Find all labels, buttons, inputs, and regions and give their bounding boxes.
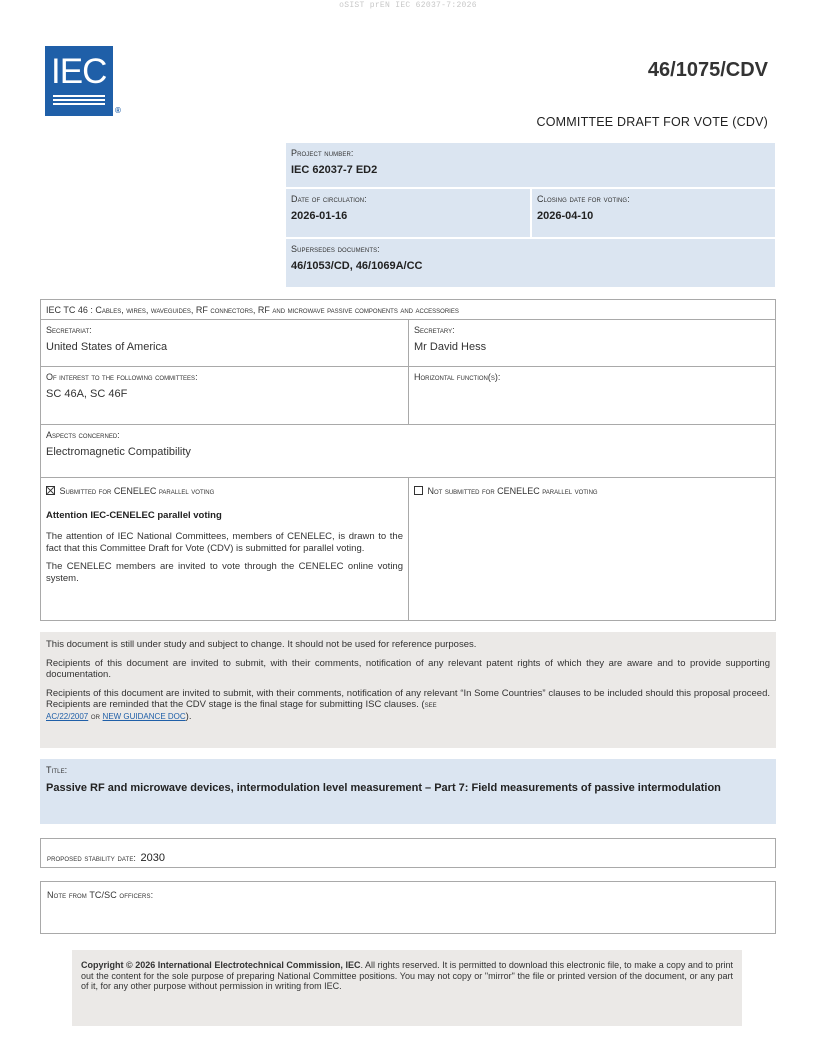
notice-paragraph-1: This document is still under study and subject to change. It should not be used for reference purposes. xyxy=(46,639,477,650)
aspects-value: Electromagnetic Compatibility xyxy=(46,446,191,458)
not-submitted-label: Not submitted for CENELEC parallel voting xyxy=(427,486,598,496)
notice-p3-end: ). xyxy=(185,710,192,722)
iec-logo xyxy=(45,46,113,116)
tc-row xyxy=(41,300,775,320)
copyright-body: . All rights reserved. It is permitted to download this electronic file, to make a copy and to print out the content for the sole purpose of preparing National Committee positions. You may not copy or "mirror" the file or printed version of the document, or any part of it, for any other purpose without permission in writing from IEC. xyxy=(81,960,733,991)
attention-paragraph-2: The CENELEC members are invited to vote through the CENELEC online voting system. xyxy=(46,561,403,584)
title-block xyxy=(40,759,776,824)
circulation-value: 2026-01-16 xyxy=(291,210,348,222)
tc-prefix: IEC TC 46 : xyxy=(46,305,96,315)
submitted-option[interactable] xyxy=(46,486,403,496)
logo-text: IEC xyxy=(51,52,107,91)
supersedes-label: Supersedes documents: xyxy=(291,244,380,254)
supersedes-cell xyxy=(286,239,775,287)
project-number-label: Project number: xyxy=(291,148,354,158)
interest-value: SC 46A, SC 46F xyxy=(46,388,128,400)
horizontal-cell xyxy=(409,367,775,425)
notice-paragraph-2: Recipients of this document are invited to submit, with their comments, notification of any relevant patent rights of which they are aware and to provide supporting documentation. xyxy=(46,657,770,680)
secretariat-value: United States of America xyxy=(46,341,168,353)
note-block xyxy=(40,881,776,934)
submitted-cell xyxy=(41,478,409,620)
interest-label: Of interest to the following committees: xyxy=(46,372,198,382)
title-label: Title: xyxy=(46,765,68,775)
project-number-value: IEC 62037-7 ED2 xyxy=(291,164,378,176)
note-label: Note from TC/SC officers: xyxy=(47,890,154,900)
notice-block xyxy=(40,632,776,748)
title-value: Passive RF and microwave devices, intermodulation level measurement – Part 7: Field measurements of passive intermodulation xyxy=(46,782,721,794)
aspects-cell xyxy=(41,425,775,478)
copyright-block xyxy=(72,950,742,1026)
document-number: 46/1075/CDV xyxy=(647,59,768,81)
secretary-cell xyxy=(409,320,775,367)
not-submitted-option[interactable] xyxy=(414,486,770,496)
document-type: COMMITTEE DRAFT FOR VOTE (CDV) xyxy=(536,115,768,129)
copyright-bold: Copyright © 2026 International Electrotechnical Commission, IEC xyxy=(81,960,361,970)
secretariat-cell xyxy=(41,320,409,367)
copyright-text xyxy=(81,960,733,992)
stability-label: proposed stability date: xyxy=(47,853,137,863)
project-number-cell xyxy=(286,143,775,187)
tc-title: Cables, wires, waveguides, RF connectors, RF and microwave passive components and accessories xyxy=(95,305,459,315)
secretariat-label: Secretariat: xyxy=(46,325,92,335)
aspects-label: Aspects concerned: xyxy=(46,430,120,440)
unchecked-box-icon[interactable] xyxy=(414,486,423,495)
closing-value: 2026-04-10 xyxy=(537,210,594,222)
link-new-guidance-doc[interactable]: NEW GUIDANCE DOC xyxy=(102,711,186,721)
committee-table xyxy=(40,299,776,621)
secretary-label: Secretary: xyxy=(414,325,455,335)
watermark: oSIST prEN IEC 62037-7:2026 xyxy=(339,1,477,10)
closing-label: Closing date for voting: xyxy=(537,194,630,204)
logo-lines-icon xyxy=(53,95,105,107)
notice-or: or xyxy=(90,711,100,721)
circulation-cell xyxy=(286,189,530,237)
notice-paragraph-3 xyxy=(46,688,770,723)
checked-box-icon[interactable] xyxy=(46,486,55,495)
attention-paragraph-1: The attention of IEC National Committees, members of CENELEC, is drawn to the fact that this Committee Draft for Vote (CDV) is submitted for parallel voting. xyxy=(46,531,403,554)
not-submitted-cell xyxy=(409,478,775,620)
circulation-label: Date of circulation: xyxy=(291,194,367,204)
attention-title: Attention IEC-CENELEC parallel voting xyxy=(46,510,222,521)
notice-see: see xyxy=(424,700,437,709)
secretary-value: Mr David Hess xyxy=(414,341,487,353)
stability-value: 2030 xyxy=(140,852,165,864)
link-ac-22-2007[interactable]: AC/22/2007 xyxy=(46,711,89,721)
registered-mark: ® xyxy=(115,106,121,115)
supersedes-value: 46/1053/CD, 46/1069A/CC xyxy=(291,260,423,272)
closing-cell xyxy=(532,189,775,237)
stability-block xyxy=(40,838,776,868)
notice-p3-text: Recipients of this document are invited to submit, with their comments, notification of any relevant “In Some Countries” clauses to be included should this proposal proceed. Recipients are reminded that the CDV stage is the final stage for submitting ISC clauses. ( xyxy=(46,687,770,710)
horizontal-label: Horizontal function(s): xyxy=(414,372,501,382)
submitted-label: Submitted for CENELEC parallel voting xyxy=(59,486,215,496)
interest-cell xyxy=(41,367,409,425)
